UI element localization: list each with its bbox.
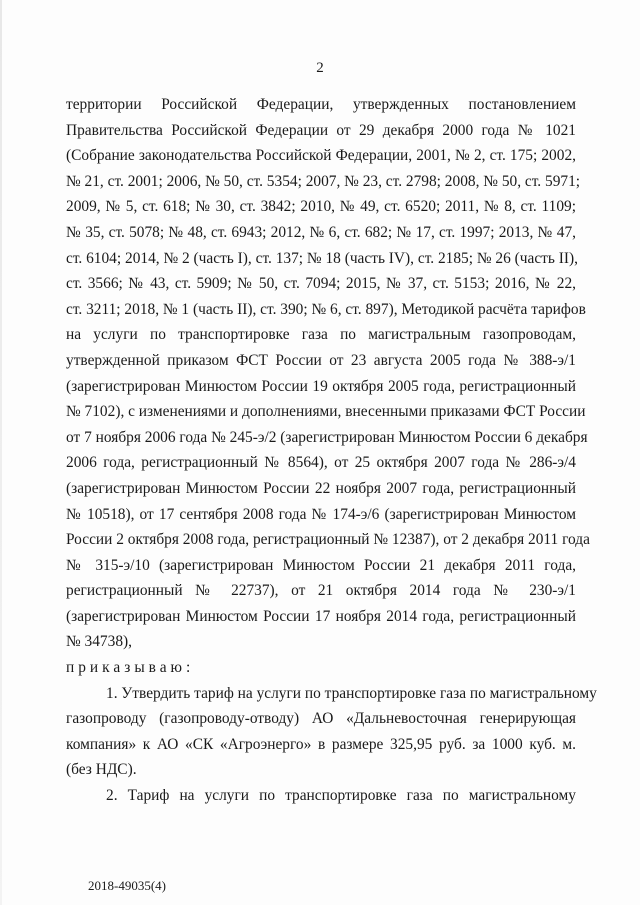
text-line: (зарегистрирован Минюстом России 19 октября 2005 года, регистрационный <box>66 377 576 395</box>
item-1-line: газопроводу (газопроводу-отводу) АО «Дальневосточная генерирующая <box>66 710 576 728</box>
text-line: территории Российской Федерации, утвержденных постановлением <box>66 96 576 113</box>
document-body <box>66 92 597 809</box>
text-line: регистрационный № 22737), от 21 октября 2014 года № 230-э/1 <box>66 582 576 600</box>
text-line: России 2 октября 2008 года, регистрационный № 12387), от 2 декабря 2011 года <box>66 531 590 549</box>
text-line: ст. 6104; 2014, № 2 (часть I), ст. 137; № 18 (часть IV), ст. 2185; № 26 (часть II), <box>66 249 578 267</box>
item-1-line: компания» к АО «СК «Агроэнерго» в размере 325,95 руб. за 1000 куб. м. <box>66 735 576 753</box>
text-line: № 34738), <box>66 633 132 651</box>
text-line: 2009, № 5, ст. 618; № 30, ст. 3842; 2010, № 49, ст. 6520; 2011, № 8, ст. 1109; <box>66 198 576 216</box>
item-1-line: 1. Утвердить тариф на услуги по транспортировке газа по магистральному <box>106 684 597 702</box>
item-1-line: (без НДС). <box>66 761 137 779</box>
text-line: № 35, ст. 5078; № 48, ст. 6943; 2012, № 6, ст. 682; № 17, ст. 1997; 2013, № 47, <box>66 223 576 241</box>
text-line: № 7102), с изменениями и дополнениями, внесенными приказами ФСТ России <box>66 403 586 421</box>
text-line: (зарегистрирован Минюстом России 22 ноября 2007 года, регистрационный <box>66 479 576 497</box>
document-code: 2018-49035(4) <box>88 878 166 893</box>
text-line: № 10518), от 17 сентября 2008 года № 174-э/6 (зарегистрирован Минюстом <box>66 505 576 523</box>
text-line: ст. 3566; № 43, ст. 5909; № 50, ст. 7094; 2015, № 37, ст. 5153; 2016, № 22, <box>66 275 576 293</box>
text-line: (Собрание законодательства Российской Федерации, 2001, № 2, ст. 175; 2002, <box>66 147 576 165</box>
text-line: 2006 года, регистрационный № 8564), от 25 октября 2007 года № 286-э/4 <box>66 454 576 472</box>
text-line: от 7 ноября 2006 года № 245-э/2 (зарегистрирован Минюстом России 6 декабря <box>66 428 588 446</box>
item-2-line: 2. Тариф на услуги по транспортировке газа по магистральному <box>106 787 576 805</box>
text-line: Правительства Российской Федерации от 29 декабря 2000 года № 1021 <box>66 121 576 139</box>
text-line: ст. 3211; 2018, № 1 (часть II), ст. 390; № 6, ст. 897), Методикой расчёта тарифов <box>66 300 586 318</box>
order-command: приказываю: <box>66 659 195 677</box>
page-number: 2 <box>316 60 324 76</box>
text-line: № 21, ст. 2001; 2006, № 50, ст. 5354; 2007, № 23, ст. 2798; 2008, № 50, ст. 5971; <box>66 172 581 190</box>
scan-edge <box>0 0 2 905</box>
text-line: утвержденной приказом ФСТ России от 23 августа 2005 года № 388-э/1 <box>66 351 576 369</box>
text-line: № 315-э/10 (зарегистрирован Минюстом России 21 декабря 2011 года, <box>66 556 576 574</box>
text-line: на услуги по транспортировке газа по магистральным газопроводам, <box>66 326 576 344</box>
text-line: (зарегистрирован Минюстом России 17 ноября 2014 года, регистрационный <box>66 607 576 625</box>
